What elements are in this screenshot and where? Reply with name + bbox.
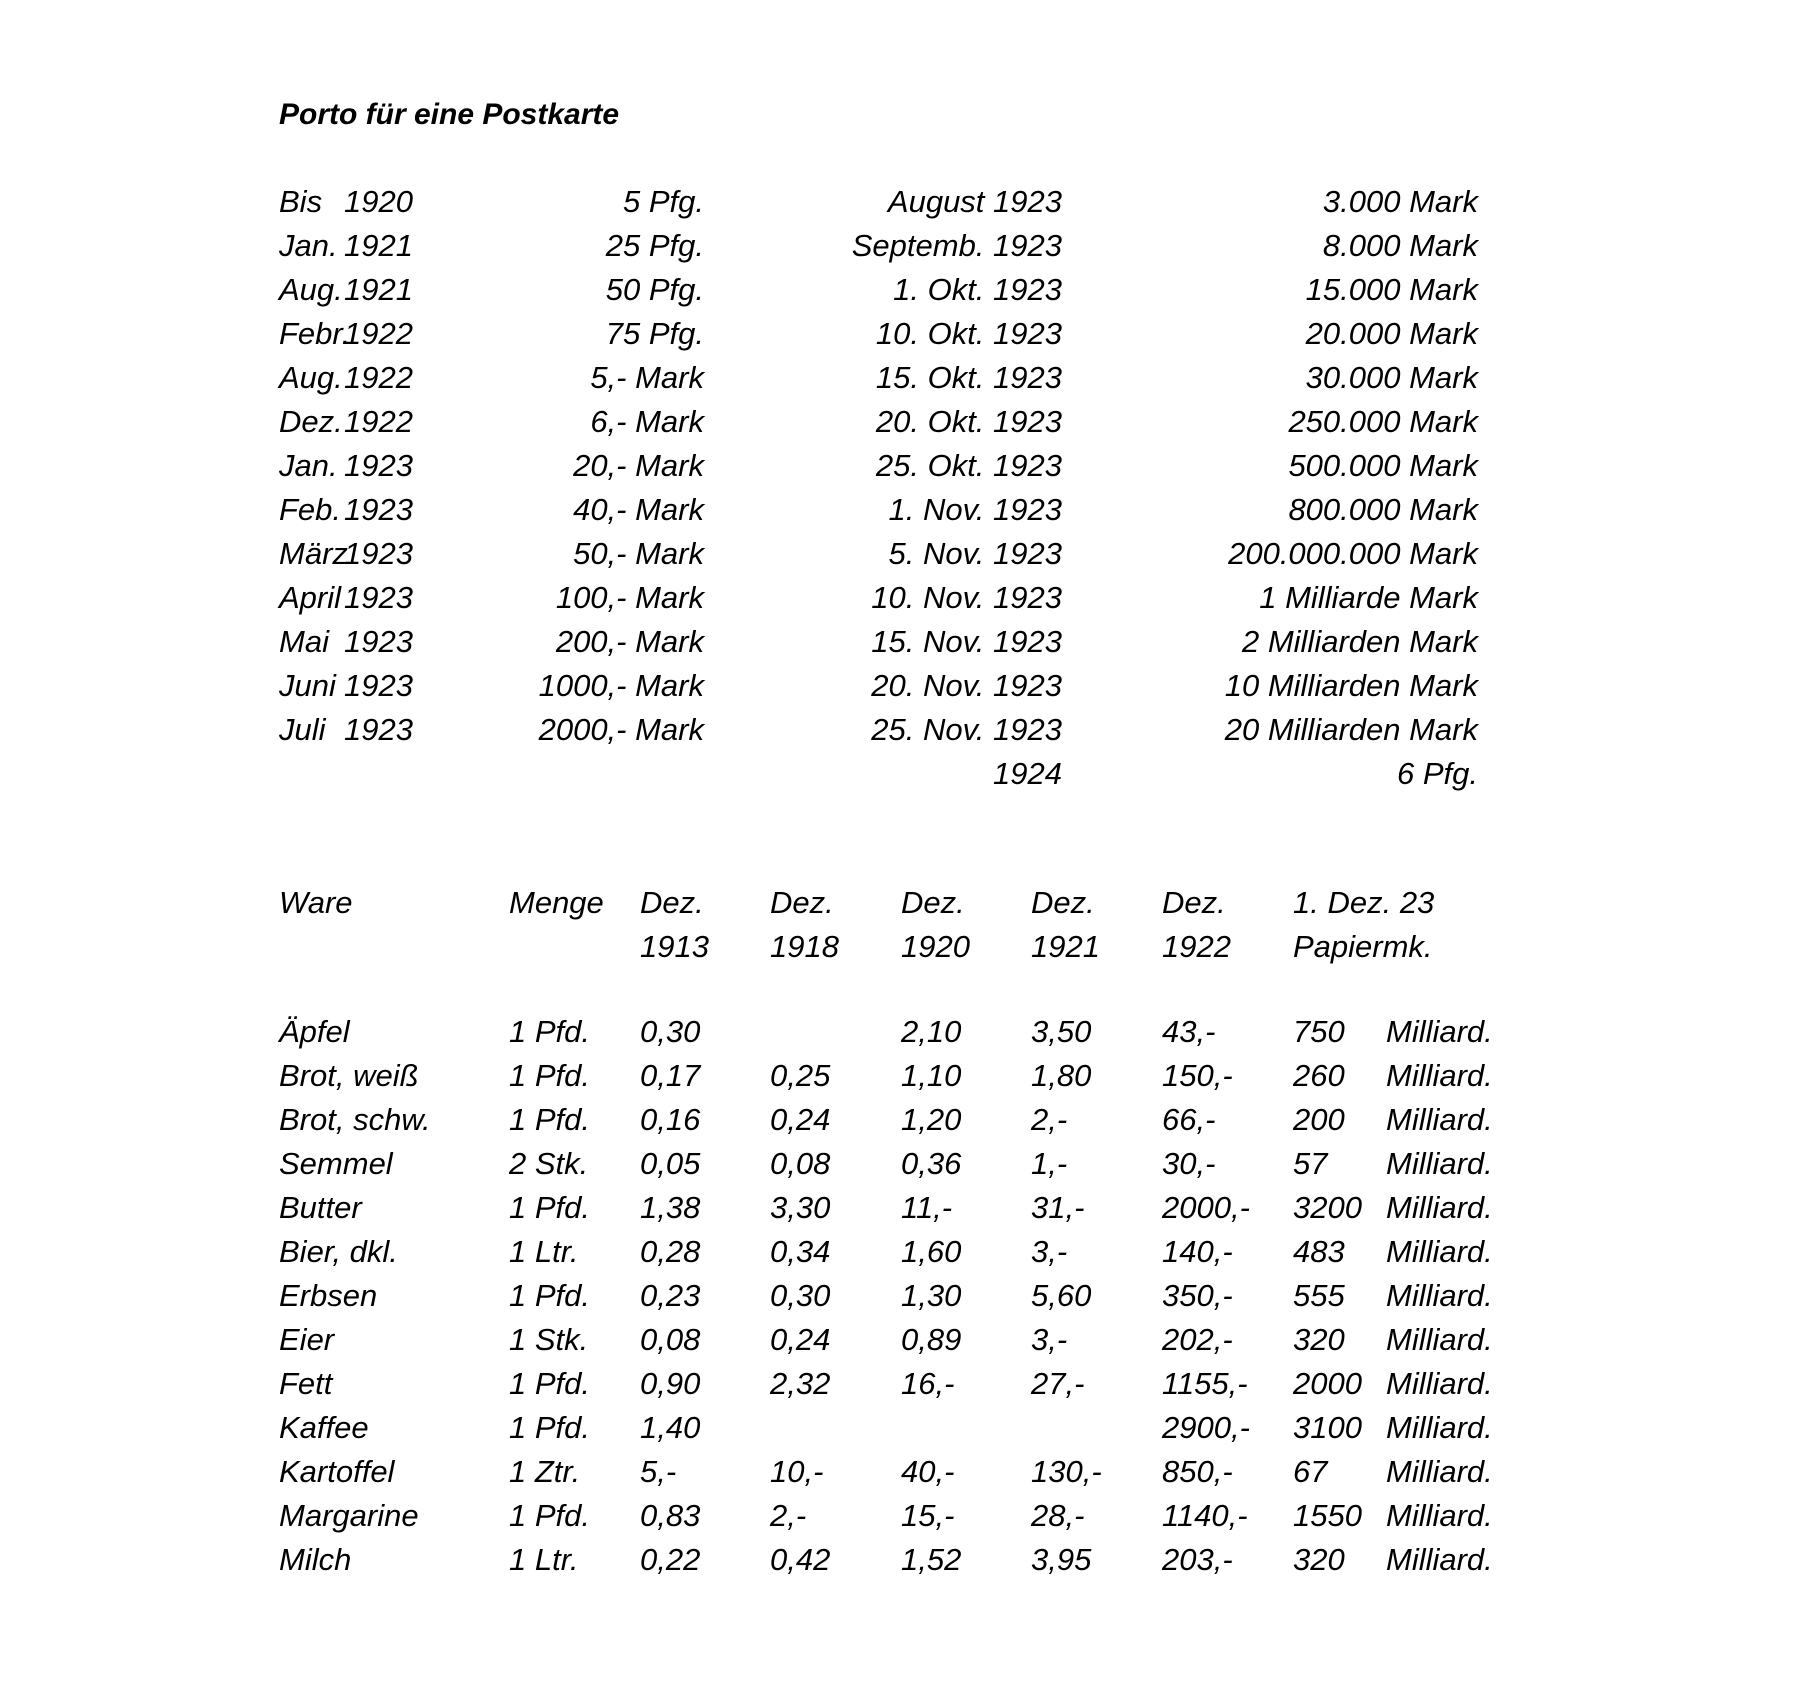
postage-price: 20 Milliarden Mark (1224, 712, 1478, 747)
header-c1921-line2: 1921 (1031, 929, 1100, 964)
header-menge: Menge (509, 885, 604, 920)
postage-price: 1000,- Mark (538, 668, 704, 703)
price-cell-ware: Brot, schw. (279, 1102, 431, 1137)
postage-date: 1. Okt. 1923 (893, 272, 1062, 307)
price-cell-unit: Milliard. (1386, 1234, 1493, 1269)
price-cell-y1918: 2,32 (770, 1366, 831, 1401)
postage-month: Jan. (279, 448, 338, 483)
price-cell-y1922: 66,- (1162, 1102, 1216, 1137)
price-cell-y1922: 43,- (1162, 1014, 1216, 1049)
postage-year: 1922 (344, 404, 413, 439)
price-cell-y1921: 5,60 (1031, 1278, 1092, 1313)
price-cell-y1913: 0,17 (640, 1058, 701, 1093)
price-cell-y1923: 320 (1293, 1322, 1345, 1357)
price-cell-y1921: 130,- (1031, 1454, 1102, 1489)
price-cell-unit: Milliard. (1386, 1014, 1493, 1049)
price-cell-menge: 1 Ltr. (509, 1234, 579, 1269)
postage-date: 1. Nov. 1923 (888, 492, 1062, 527)
price-cell-y1921: 3,50 (1031, 1014, 1092, 1049)
header-c1923-line2: Papiermk. (1293, 929, 1433, 964)
price-cell-y1918: 2,- (770, 1498, 807, 1533)
price-cell-y1918: 0,24 (770, 1102, 831, 1137)
price-cell-y1922: 30,- (1162, 1146, 1216, 1181)
postage-date: 25. Nov. 1923 (871, 712, 1062, 747)
price-cell-y1918: 0,42 (770, 1542, 831, 1577)
header-c1921-line1: Dez. (1031, 885, 1095, 920)
price-cell-menge: 1 Pfd. (509, 1410, 590, 1445)
price-cell-y1921: 1,- (1031, 1146, 1068, 1181)
price-cell-y1913: 1,40 (640, 1410, 701, 1445)
postage-year: 1921 (344, 272, 413, 307)
header-c1922-line1: Dez. (1162, 885, 1226, 920)
price-cell-y1922: 2900,- (1162, 1410, 1250, 1445)
postage-month: Feb. (279, 492, 342, 527)
price-cell-ware: Kaffee (279, 1410, 369, 1445)
price-cell-y1922: 203,- (1162, 1542, 1233, 1577)
postage-year: 1923 (344, 624, 413, 659)
price-cell-y1920: 0,36 (901, 1146, 962, 1181)
price-cell-y1920: 40,- (901, 1454, 955, 1489)
price-cell-ware: Milch (279, 1542, 352, 1577)
price-cell-y1921: 3,95 (1031, 1542, 1092, 1577)
price-cell-y1922: 850,- (1162, 1454, 1233, 1489)
price-cell-ware: Bier, dkl. (279, 1234, 398, 1269)
price-cell-y1922: 1140,- (1162, 1498, 1248, 1533)
postage-month: Juni (279, 668, 336, 703)
postage-date: 5. Nov. 1923 (888, 536, 1062, 571)
postage-price: 20,- Mark (573, 448, 704, 483)
postage-price: 2 Milliarden Mark (1241, 624, 1478, 659)
price-cell-unit: Milliard. (1386, 1454, 1493, 1489)
price-cell-y1923: 260 (1293, 1058, 1345, 1093)
price-cell-unit: Milliard. (1386, 1058, 1493, 1093)
postage-month: Aug. (279, 360, 343, 395)
price-cell-y1920: 15,- (901, 1498, 955, 1533)
price-cell-y1923: 1550 (1293, 1498, 1362, 1533)
price-cell-y1921: 3,- (1031, 1322, 1068, 1357)
postage-date: Septemb. 1923 (851, 228, 1062, 263)
postage-price: 6 Pfg. (1397, 756, 1478, 791)
price-cell-menge: 1 Pfd. (509, 1366, 590, 1401)
price-cell-unit: Milliard. (1386, 1366, 1493, 1401)
price-cell-y1913: 0,05 (640, 1146, 701, 1181)
postage-price: 500.000 Mark (1288, 448, 1478, 483)
postage-price: 25 Pfg. (605, 228, 704, 263)
postage-price: 20.000 Mark (1305, 316, 1478, 351)
header-c1918-line2: 1918 (770, 929, 839, 964)
price-cell-y1923: 200 (1293, 1102, 1345, 1137)
price-cell-ware: Butter (279, 1190, 362, 1225)
postage-price: 5,- Mark (590, 360, 704, 395)
price-cell-y1923: 3200 (1293, 1190, 1362, 1225)
postage-date: 10. Okt. 1923 (875, 316, 1062, 351)
postage-month: Aug. (279, 272, 343, 307)
price-cell-menge: 1 Ltr. (509, 1542, 579, 1577)
postage-year: 1923 (344, 448, 413, 483)
postage-year: 1923 (344, 536, 413, 571)
postage-price: 10 Milliarden Mark (1224, 668, 1478, 703)
postage-month: Bis (279, 184, 323, 219)
price-cell-menge: 1 Stk. (509, 1322, 589, 1357)
price-cell-y1913: 0,83 (640, 1498, 701, 1533)
price-cell-y1920: 16,- (901, 1366, 955, 1401)
price-cell-y1918: 0,30 (770, 1278, 831, 1313)
postage-year: 1923 (344, 580, 413, 615)
price-cell-y1913: 0,22 (640, 1542, 701, 1577)
price-cell-y1913: 0,30 (640, 1014, 701, 1049)
price-cell-y1920: 11,- (901, 1190, 953, 1225)
price-cell-y1920: 1,30 (901, 1278, 962, 1313)
price-cell-ware: Brot, weiß (279, 1058, 419, 1093)
postage-price: 6,- Mark (590, 404, 704, 439)
price-cell-y1920: 1,52 (901, 1542, 962, 1577)
postage-month: März (279, 536, 348, 571)
price-cell-y1922: 140,- (1162, 1234, 1233, 1269)
postage-date: August 1923 (887, 184, 1062, 219)
header-c1923-line1: 1. Dez. 23 (1293, 885, 1435, 920)
price-cell-y1923: 320 (1293, 1542, 1345, 1577)
postage-price: 5 Pfg. (623, 184, 704, 219)
postage-price: 15.000 Mark (1305, 272, 1478, 307)
header-c1913-line1: Dez. (640, 885, 704, 920)
header-c1920-line1: Dez. (901, 885, 965, 920)
postage-date: 25. Okt. 1923 (875, 448, 1062, 483)
postage-date: 15. Nov. 1923 (871, 624, 1062, 659)
price-cell-y1921: 3,- (1031, 1234, 1068, 1269)
price-cell-y1922: 202,- (1162, 1322, 1233, 1357)
price-cell-unit: Milliard. (1386, 1410, 1493, 1445)
postage-year: 1920 (344, 184, 413, 219)
header-c1920-line2: 1920 (901, 929, 970, 964)
postage-price: 200.000.000 Mark (1228, 536, 1478, 571)
postage-date: 10. Nov. 1923 (871, 580, 1062, 615)
price-cell-y1921: 1,80 (1031, 1058, 1092, 1093)
postage-date: 20. Nov. 1923 (871, 668, 1062, 703)
postage-month: Dez. (279, 404, 343, 439)
price-cell-ware: Margarine (279, 1498, 419, 1533)
price-cell-y1923: 750 (1293, 1014, 1345, 1049)
price-cell-y1918: 0,24 (770, 1322, 831, 1357)
postage-date: 20. Okt. 1923 (875, 404, 1062, 439)
price-cell-y1923: 555 (1293, 1278, 1345, 1313)
price-cell-y1923: 2000 (1293, 1366, 1362, 1401)
price-cell-unit: Milliard. (1386, 1102, 1493, 1137)
price-cell-y1918: 0,08 (770, 1146, 831, 1181)
postage-year: 1923 (344, 712, 413, 747)
price-cell-y1923: 67 (1293, 1454, 1328, 1489)
postage-price: 8.000 Mark (1322, 228, 1478, 263)
postage-price: 1 Milliarde Mark (1259, 580, 1478, 615)
postage-price: 50,- Mark (573, 536, 704, 571)
price-cell-menge: 1 Pfd. (509, 1058, 590, 1093)
price-cell-y1913: 0,23 (640, 1278, 701, 1313)
price-cell-y1920: 1,60 (901, 1234, 962, 1269)
price-cell-y1921: 28,- (1031, 1498, 1085, 1533)
price-cell-menge: 1 Ztr. (509, 1454, 581, 1489)
postage-month: Jan. (279, 228, 338, 263)
price-cell-menge: 1 Pfd. (509, 1498, 590, 1533)
postage-price: 75 Pfg. (605, 316, 704, 351)
header-ware: Ware (279, 885, 353, 920)
price-cell-ware: Semmel (279, 1146, 393, 1181)
price-cell-y1922: 150,- (1162, 1058, 1233, 1093)
postage-title: Porto für eine Postkarte (279, 98, 620, 131)
price-cell-y1923: 57 (1293, 1146, 1328, 1181)
price-cell-y1921: 2,- (1031, 1102, 1068, 1137)
postage-year: 1922 (344, 360, 413, 395)
price-cell-y1920: 1,20 (901, 1102, 962, 1137)
price-cell-menge: 1 Pfd. (509, 1278, 590, 1313)
price-cell-y1922: 350,- (1162, 1278, 1233, 1313)
postage-year: 1923 (344, 492, 413, 527)
header-c1918-line1: Dez. (770, 885, 834, 920)
price-cell-unit: Milliard. (1386, 1146, 1493, 1181)
postage-price: 50 Pfg. (605, 272, 704, 307)
header-c1922-line2: 1922 (1162, 929, 1231, 964)
price-cell-ware: Erbsen (279, 1278, 378, 1313)
price-cell-y1913: 0,08 (640, 1322, 701, 1357)
price-cell-menge: 1 Pfd. (509, 1014, 590, 1049)
price-cell-y1921: 31,- (1031, 1190, 1085, 1225)
postage-price: 100,- Mark (555, 580, 704, 615)
price-cell-ware: Fett (279, 1366, 333, 1401)
price-cell-ware: Kartoffel (279, 1454, 395, 1489)
price-cell-unit: Milliard. (1386, 1278, 1493, 1313)
price-cell-y1918: 10,- (770, 1454, 824, 1489)
postage-price: 200,- Mark (555, 624, 704, 659)
postage-year: 1921 (344, 228, 413, 263)
price-cell-y1923: 3100 (1293, 1410, 1362, 1445)
postage-month: April (279, 580, 342, 615)
price-cell-y1913: 0,16 (640, 1102, 701, 1137)
price-cell-y1918: 0,25 (770, 1058, 831, 1093)
postage-month: Mai (279, 624, 329, 659)
postage-price: 3.000 Mark (1322, 184, 1478, 219)
postage-price: 2000,- Mark (538, 712, 704, 747)
postage-date: 15. Okt. 1923 (875, 360, 1062, 395)
postage-year: 1923 (344, 668, 413, 703)
price-cell-unit: Milliard. (1386, 1190, 1493, 1225)
postage-price: 250.000 Mark (1288, 404, 1478, 439)
price-cell-y1921: 27,- (1031, 1366, 1085, 1401)
price-cell-ware: Äpfel (279, 1014, 350, 1049)
price-cell-unit: Milliard. (1386, 1542, 1493, 1577)
price-cell-y1920: 1,10 (901, 1058, 962, 1093)
price-cell-y1920: 0,89 (901, 1322, 962, 1357)
price-cell-menge: 1 Pfd. (509, 1190, 590, 1225)
price-cell-y1918: 3,30 (770, 1190, 831, 1225)
price-cell-y1922: 2000,- (1162, 1190, 1250, 1225)
postage-date: 1924 (993, 756, 1062, 791)
postage-year: 1922 (344, 316, 413, 351)
price-cell-y1913: 0,28 (640, 1234, 701, 1269)
price-cell-y1913: 1,38 (640, 1190, 701, 1225)
price-cell-y1913: 0,90 (640, 1366, 701, 1401)
postage-month: Juli (279, 712, 326, 747)
price-cell-y1913: 5,- (640, 1454, 677, 1489)
postage-month: Febr. (279, 316, 351, 351)
price-cell-ware: Eier (279, 1322, 335, 1357)
postage-price: 40,- Mark (573, 492, 704, 527)
price-cell-unit: Milliard. (1386, 1322, 1493, 1357)
postage-price: 30.000 Mark (1305, 360, 1478, 395)
postage-price: 800.000 Mark (1288, 492, 1478, 527)
price-cell-menge: 1 Pfd. (509, 1102, 590, 1137)
price-cell-y1923: 483 (1293, 1234, 1345, 1269)
price-cell-menge: 2 Stk. (509, 1146, 589, 1181)
price-cell-y1922: 1155,- (1162, 1366, 1248, 1401)
header-c1913-line2: 1913 (640, 929, 709, 964)
price-cell-y1920: 2,10 (901, 1014, 962, 1049)
price-cell-unit: Milliard. (1386, 1498, 1493, 1533)
price-cell-y1918: 0,34 (770, 1234, 831, 1269)
